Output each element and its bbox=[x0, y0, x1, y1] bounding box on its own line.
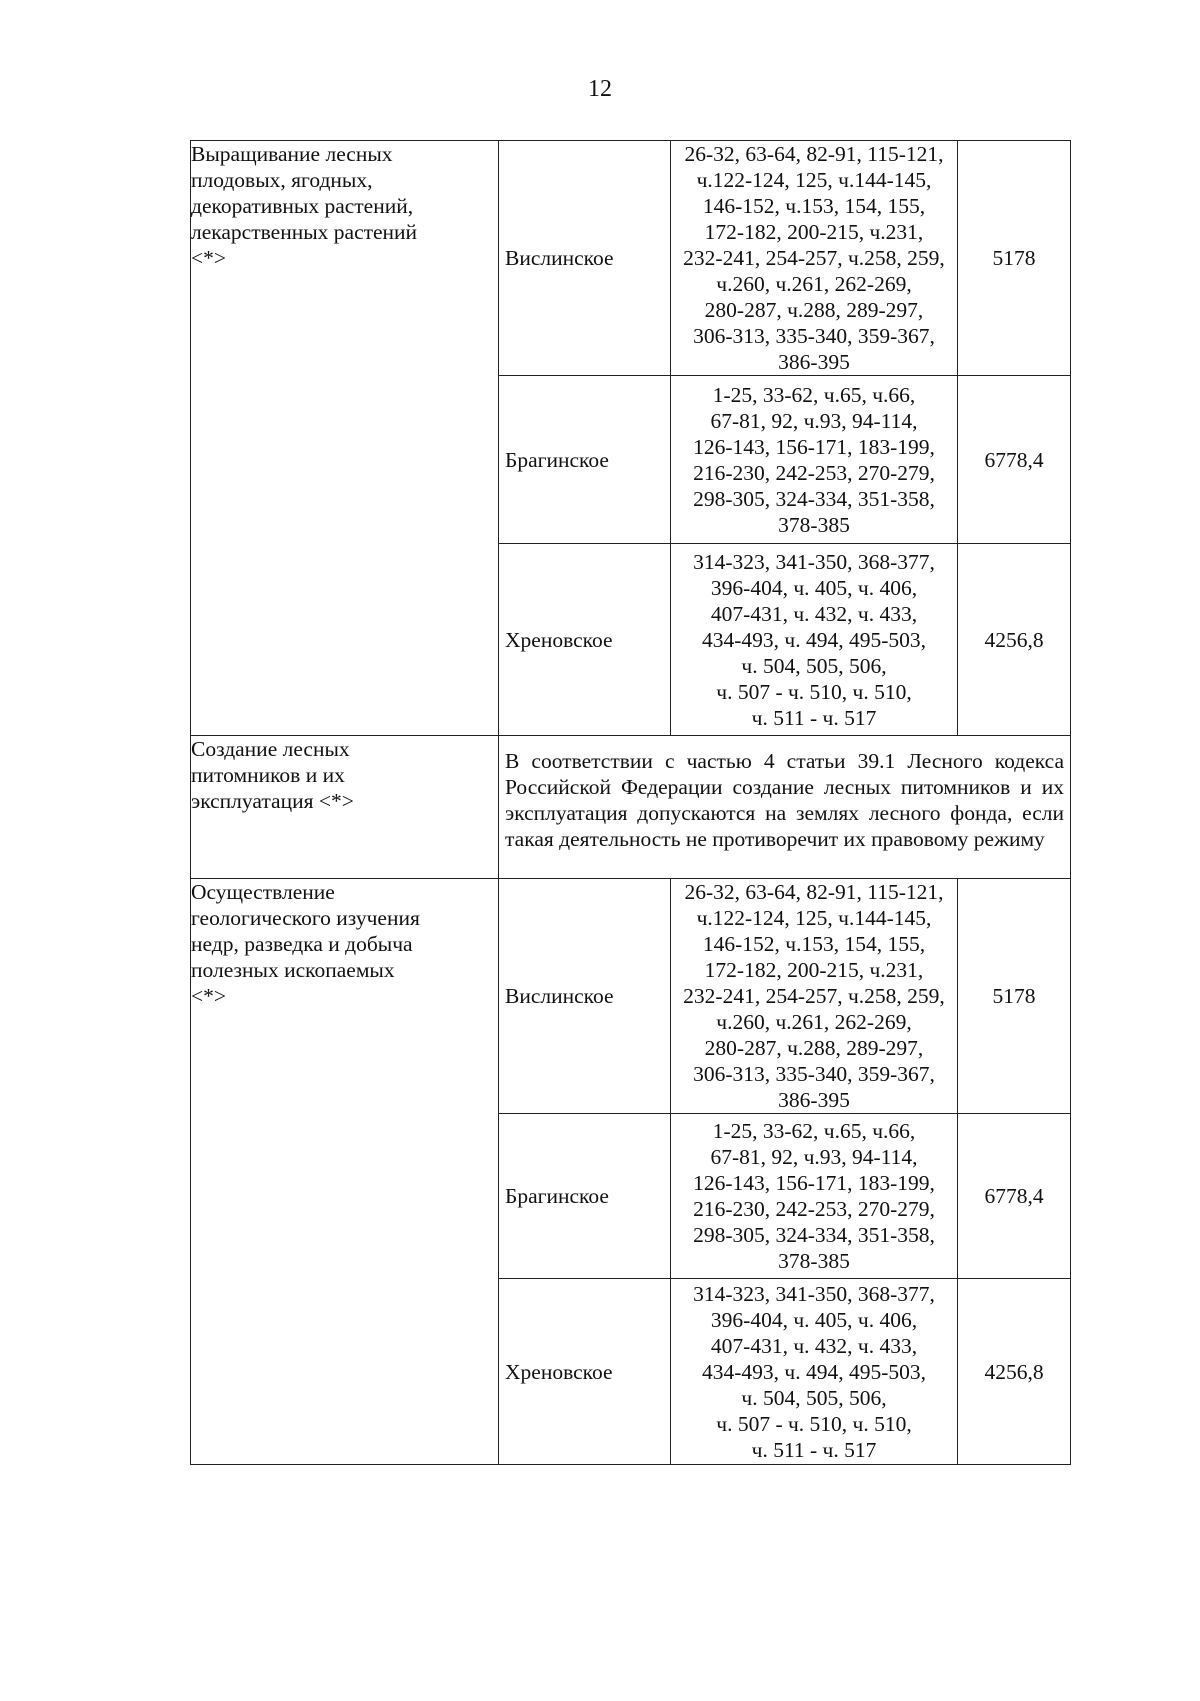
quarters-cell bbox=[671, 141, 958, 376]
area-cell: 6778,4 bbox=[958, 376, 1071, 544]
text-line: 306-313, 335-340, 359-367, bbox=[693, 1062, 935, 1086]
text-line: ч.260, ч.261, 262-269, bbox=[716, 1010, 912, 1034]
text-line: ч.260, ч.261, 262-269, bbox=[716, 272, 912, 296]
text-line: 126-143, 156-171, 183-199, bbox=[693, 434, 935, 459]
text-line: ч.122-124, 125, ч.144-145, bbox=[696, 168, 932, 192]
text-line: <*> bbox=[191, 984, 227, 1008]
area-cell: 4256,8 bbox=[958, 1279, 1071, 1465]
text-line: 146-152, ч.153, 154, 155, bbox=[702, 194, 926, 218]
table-row bbox=[191, 141, 1071, 376]
quarters-cell bbox=[671, 1279, 958, 1465]
text-line: ч. 511 - ч. 517 bbox=[751, 705, 877, 730]
text-line: ч. 507 - ч. 510, ч. 510, bbox=[716, 1411, 912, 1436]
text-line: 232-241, 254-257, ч.258, 259, bbox=[683, 984, 945, 1008]
text-line: 407-431, ч. 432, ч. 433, bbox=[710, 1333, 918, 1358]
table-row bbox=[191, 879, 1071, 1114]
text-line: 396-404, ч. 405, ч. 406, bbox=[710, 575, 918, 600]
text-line: 407-431, ч. 432, ч. 433, bbox=[710, 601, 918, 626]
forestry-cell: Вислинское bbox=[499, 141, 671, 376]
text-line: геологического изучения bbox=[191, 906, 420, 930]
forestry-cell: Хреновское bbox=[499, 544, 671, 736]
text-line: 386-395 bbox=[778, 1088, 850, 1112]
text-line: питомников и их bbox=[191, 763, 345, 787]
quarters-cell bbox=[671, 544, 958, 736]
text-line: Осуществление bbox=[191, 880, 335, 904]
text-line: эксплуатация <*> bbox=[191, 789, 354, 813]
area-cell: 5178 bbox=[958, 141, 1071, 376]
text-line: 434-493, ч. 494, 495-503, bbox=[701, 1359, 926, 1384]
quarters-cell bbox=[671, 879, 958, 1114]
area-cell: 5178 bbox=[958, 879, 1071, 1114]
text-line: полезных ископаемых bbox=[191, 958, 395, 982]
quarters-cell bbox=[671, 1114, 958, 1279]
text-line: <*> bbox=[191, 246, 227, 270]
activity-cell bbox=[191, 141, 499, 736]
text-line: 378-385 bbox=[778, 512, 850, 537]
text-line: 314-323, 341-350, 368-377, bbox=[693, 549, 935, 574]
text-line: лекарственных растений bbox=[191, 220, 418, 244]
text-line: ч. 504, 505, 506, bbox=[741, 653, 887, 678]
activity-cell bbox=[191, 879, 499, 1465]
forest-use-table bbox=[190, 140, 1071, 1465]
text-line: ч. 504, 505, 506, bbox=[741, 1385, 887, 1410]
text-line: Создание лесных bbox=[191, 737, 350, 761]
text-line: 314-323, 341-350, 368-377, bbox=[693, 1281, 935, 1306]
text-line: 298-305, 324-334, 351-358, bbox=[693, 486, 935, 511]
text-line: 126-143, 156-171, 183-199, bbox=[693, 1171, 935, 1195]
text-line: 1-25, 33-62, ч.65, ч.66, bbox=[712, 382, 916, 407]
text-line: 67-81, 92, ч.93, 94-114, bbox=[710, 1145, 918, 1169]
text-line: 386-395 bbox=[778, 350, 850, 374]
text-line: 298-305, 324-334, 351-358, bbox=[693, 1223, 935, 1247]
forestry-cell: Брагинское bbox=[499, 1114, 671, 1279]
text-line: декоративных растений, bbox=[191, 194, 414, 218]
activity-cell bbox=[191, 736, 499, 879]
area-cell: 6778,4 bbox=[958, 1114, 1071, 1279]
text-line: ч.122-124, 125, ч.144-145, bbox=[696, 906, 932, 930]
text-line: 434-493, ч. 494, 495-503, bbox=[701, 627, 926, 652]
text-line: 280-287, ч.288, 289-297, bbox=[704, 1036, 924, 1060]
text-line: ч. 511 - ч. 517 bbox=[751, 1437, 877, 1462]
text-line: 306-313, 335-340, 359-367, bbox=[693, 324, 935, 348]
text-line: 280-287, ч.288, 289-297, bbox=[704, 298, 924, 322]
text-line: плодовых, ягодных, bbox=[191, 168, 373, 192]
table-row bbox=[191, 736, 1071, 879]
text-line: 172-182, 200-215, ч.231, bbox=[704, 958, 924, 982]
text-line: 172-182, 200-215, ч.231, bbox=[704, 220, 924, 244]
legal-note-cell: В соответствии с частью 4 статьи 39.1 Лесного кодекса Российской Федерации создание лесных питомников и их эксплуатация допускаются на землях лесного фонда, если такая деятельность не противоречит их правовому режиму bbox=[499, 736, 1071, 879]
forestry-cell: Брагинское bbox=[499, 376, 671, 544]
text-line: 67-81, 92, ч.93, 94-114, bbox=[710, 408, 918, 433]
text-line: 26-32, 63-64, 82-91, 115-121, bbox=[684, 142, 944, 166]
text-line: Выращивание лесных bbox=[191, 142, 393, 166]
page-number: 12 bbox=[588, 76, 612, 102]
text-line: 378-385 bbox=[778, 1249, 850, 1273]
area-cell: 4256,8 bbox=[958, 544, 1071, 736]
text-line: 26-32, 63-64, 82-91, 115-121, bbox=[684, 880, 944, 904]
text-line: 232-241, 254-257, ч.258, 259, bbox=[683, 246, 945, 270]
quarters-cell bbox=[671, 376, 958, 544]
forestry-cell: Хреновское bbox=[499, 1279, 671, 1465]
text-line: ч. 507 - ч. 510, ч. 510, bbox=[716, 679, 912, 704]
text-line: 396-404, ч. 405, ч. 406, bbox=[710, 1307, 918, 1332]
text-line: 216-230, 242-253, 270-279, bbox=[693, 1197, 935, 1221]
text-line: 146-152, ч.153, 154, 155, bbox=[702, 932, 926, 956]
text-line: недр, разведка и добыча bbox=[191, 932, 413, 956]
text-line: 216-230, 242-253, 270-279, bbox=[693, 460, 935, 485]
text-line: 1-25, 33-62, ч.65, ч.66, bbox=[712, 1119, 916, 1143]
forestry-cell: Вислинское bbox=[499, 879, 671, 1114]
